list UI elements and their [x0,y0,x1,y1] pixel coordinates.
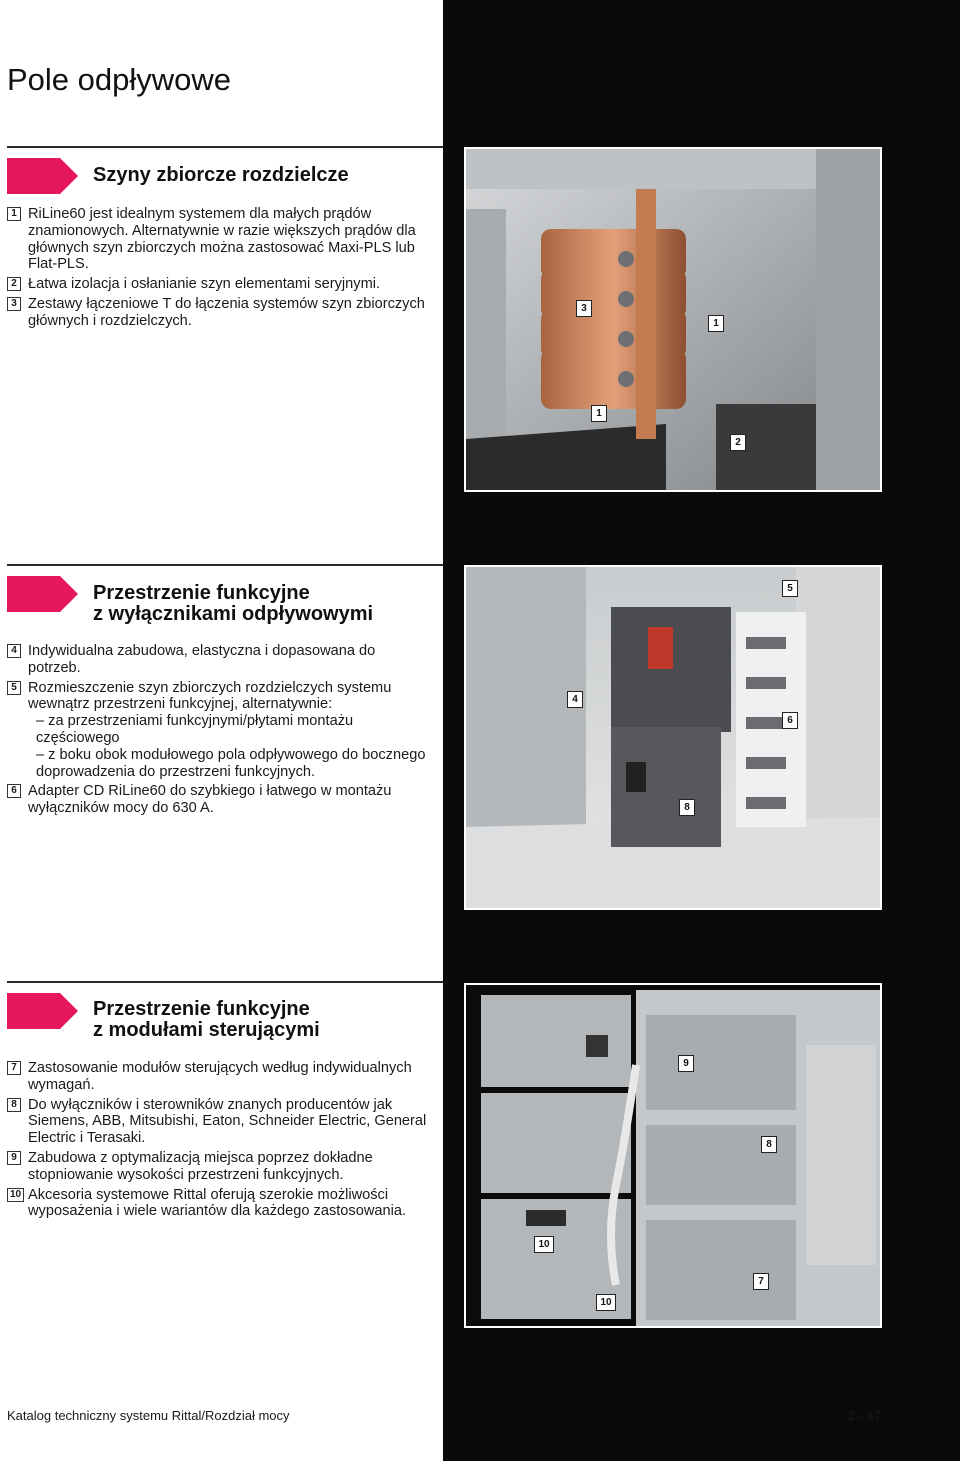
item-number-badge: 10 [7,1188,24,1202]
photo-callout: 6 [782,712,798,729]
item-number-badge: 9 [7,1151,21,1165]
section-divider [7,564,443,566]
photo-callout: 8 [761,1136,777,1153]
list-item: 8 Do wyłączników i sterowników znanych producentów jak Siemens, ABB, Mitsubishi, Eaton, Schneider Electric, General Electric i Terasaki. [7,1097,427,1147]
control-module-illustration [466,985,880,1326]
section-arrow-icon [7,158,78,194]
footer-catalog-title: Katalog techniczny systemu Rittal/Rozdział mocy [7,1408,290,1423]
photo-callout: 9 [678,1055,694,1072]
photo-callout: 10 [534,1236,554,1253]
item-number-badge: 2 [7,277,21,291]
feature-list-breakers [7,643,427,820]
photo-callout: 3 [576,300,592,317]
page-title: Pole odpływowe [7,62,232,97]
list-item: 7 Zastosowanie modułów sterujących według indywidualnych wymagań. [7,1060,427,1094]
list-item: 6 Adapter CD RiLine60 do szybkiego i łatwego w montażu wyłączników mocy do 630 A. [7,783,427,817]
list-item: 10 Akcesoria systemowe Rittal oferują szerokie możliwości wyposażenia i wiele wariantów dla każdego zastosowania. [7,1187,427,1221]
item-number-badge: 5 [7,681,21,695]
photo-callout: 1 [708,315,724,332]
page-number: 2 - 17 [848,1408,882,1423]
section-divider [7,981,443,983]
feature-list-control [7,1060,427,1223]
item-number-badge: 1 [7,207,21,221]
section-title-outgoing-breakers: Przestrzenie funkcyjne z wyłącznikami odpływowymi [93,582,374,625]
photo-callout: 7 [753,1273,769,1290]
breaker-photo [464,565,882,910]
photo-callout: 2 [730,434,746,451]
photo-callout: 5 [782,580,798,597]
busbar-illustration [466,149,880,490]
list-item: 2 Łatwa izolacja i osłanianie szyn elementami seryjnymi. [7,276,427,293]
photo-callout: 8 [679,799,695,816]
photo-callout: 1 [591,405,607,422]
item-number-badge: 7 [7,1061,21,1075]
list-item: 5 Rozmieszczenie szyn zbiorczych rozdzielczych systemu wewnątrz przestrzeni funkcyjnej, alternatywnie: – za przestrzeniami funkcyjnymi/płytami montażu częściowego – z boku obok modułowego pola odpływowego do bocznego doprowadzenia do przestrzeni funkcyjnych. [7,680,427,781]
section-title-control-modules: Przestrzenie funkcyjne z modułami sterującymi [93,998,320,1041]
item-number-badge: 4 [7,644,21,658]
list-item: 4 Indywidualna zabudowa, elastyczna i dopasowana do potrzeb. [7,643,427,677]
section-arrow-icon [7,576,78,612]
item-number-badge: 3 [7,297,21,311]
breaker-illustration [466,567,880,908]
list-item: 9 Zabudowa z optymalizacją miejsca poprzez dokładne stopniowanie wysokości przestrzeni funkcyjnych. [7,1150,427,1184]
busbar-photo [464,147,882,492]
item-number-badge: 8 [7,1098,21,1112]
feature-list-busbars [7,206,427,333]
photo-callout: 10 [596,1294,616,1311]
item-number-badge: 6 [7,784,21,798]
section-divider [7,146,443,148]
list-item: 3 Zestawy łączeniowe T do łączenia systemów szyn zbiorczych głównych i rozdzielczych. [7,296,427,330]
section-arrow-icon [7,993,78,1029]
list-item: 1 RiLine60 jest idealnym systemem dla małych prądów znamionowych. Alternatywnie w razie większych prądów dla głównych szyn zbiorczych można zastosować Maxi-PLS lub Flat-PLS. [7,206,427,273]
control-module-photo [464,983,882,1328]
section-title-busbars: Szyny zbiorcze rozdzielcze [93,164,349,186]
photo-callout: 4 [567,691,583,708]
